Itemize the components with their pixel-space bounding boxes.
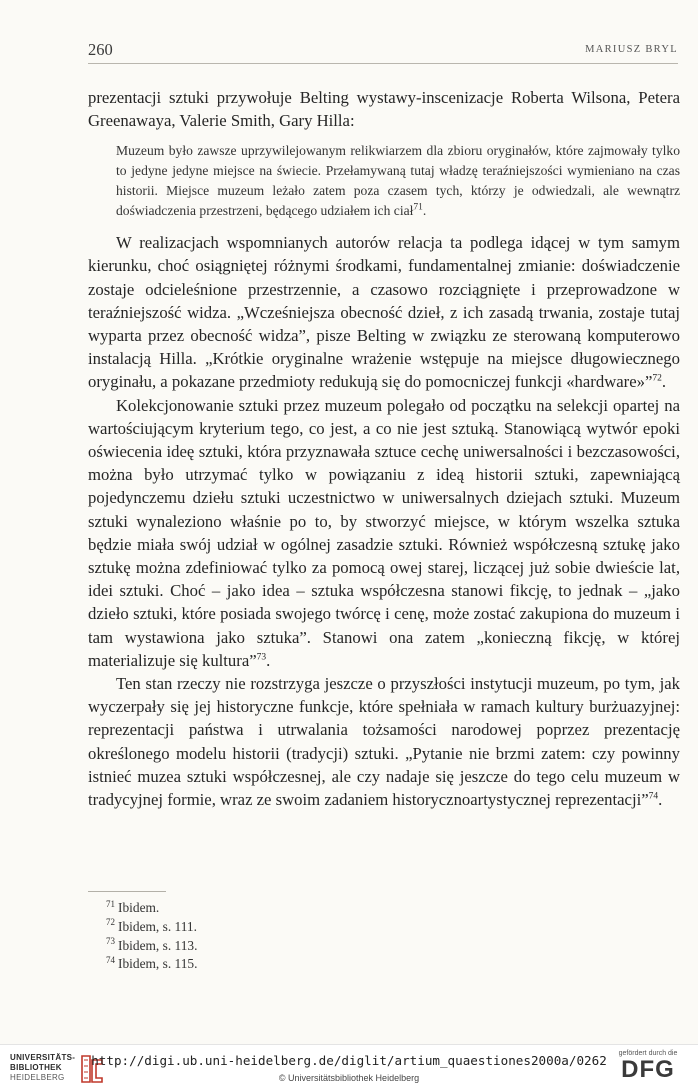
block-quote: Muzeum było zawsze uprzywilejowanym relikwiarzem dla zbioru oryginałów, które zajmowały tylko to jedyne jedyne miejsce na świecie. Przełamywaną tutaj władzę teraźniejszości wymieniano na czas historii. Miejsce muzeum leżało zatem poza czasem tych, którzy je odwiedzali, ale wewnątrz doświadczenia przestrzeni, będącego udziałem ich ciał$^{71}$. (116, 143, 680, 218)
quote-text: Muzeum było zawsze uprzywilejowanym relikwiarzem dla zbioru oryginałów, które zajmowały tylko to jedyne jedyne miejsce na świecie. Przełamywaną tutaj władzę teraźniejszości wymieniano na czas historii. Miejsce muzeum leżało zatem poza czasem tych, którzy je odwiedzali, ale wewnątrz doświadczenia przestrzeni, będącego udziałem ich ciał (116, 143, 680, 218)
paragraph-3-text: Ten stan rzeczy nie rozstrzyga jeszcze o przyszłości instytucji muzeum, po tym, jak wyczerpały się jej historyczne funkcje, które spełniała w ramach kultury burżuazyjnej: reprezentacji państwa i utrwalania tożsamości narodowej poprzez prezentację określonego modelu historii (tradycji) sztuki. „Pytanie nie brzmi zatem: czy powinny istnieć muzea sztuki współczesnej, ale czy nadaje się jeszcze do tego celu muzeum w tradycyjnej formie, wraz ze swoim zadaniem historycznoartystycznej reprezentacji” (88, 674, 680, 810)
footnotes (106, 899, 197, 974)
footnote-ref-71[interactable]: 71 (413, 201, 423, 212)
footnote-ref-72[interactable]: 72 (652, 373, 662, 384)
footnote-74: $^{74}$ Ibidem, s. 115. (106, 954, 198, 972)
permalink-url[interactable]: http://digi.ub.uni-heidelberg.de/diglit/artium_quaestiones2000a/0262 (91, 1053, 607, 1068)
library-logo[interactable]: UNIVERSITÄTS- BIBLIOTHEK HEIDELBERG (10, 1053, 106, 1087)
paragraph-3: Ten stan rzeczy nie rozstrzyga jeszcze o przyszłości instytucji muzeum, po tym, jak wyczerpały się jej historyczne funkcje, które spełniała w ramach kultury burżuazyjnej: reprezentacji państwa i utrwalania tożsamości narodowej poprzez prezentację określonego modelu historii (tradycji) sztuki. „Pytanie nie brzmi zatem: czy powinny istnieć muzea sztuki współczesnej, ale czy nadaje się jeszcze do tego celu muzeum w tradycyjnej formie, wraz ze swoim zadaniem historycznoartystycznej reprezentacji”$^{74}$. (88, 674, 680, 810)
paragraph-1: W realizacjach wspomnianych autorów relacja ta podlega idącej w tym samym kierunku, choć osiągniętej różnymi środkami, fundamentalnej zmianie: doświadczenie zostaje odcieleśnione przestrzennie, a czasowo rozciągnięte i przeprowadzone w teraźniejszość widza. „Wcześniejsza obecność dzieł, z ich zasadą trwania, zostaje tutaj wyparta przez obecność widza”, pisze Belting w związku ze sterowaną komputerowo instalacją Hilla. „Krótkie oryginalne wrażenie wstępuje na miejsce długowiecznego oryginału, a pokazane przedmioty redukują się do pomocniczej funkcji «hardware»”$^{72}$. (88, 233, 680, 392)
paragraph-1-text: W realizacjach wspomnianych autorów relacja ta podlega idącej w tym samym kierunku, choć osiągniętej różnymi środkami, fundamentalnej zmianie: doświadczenie zostaje odcieleśnione przestrzennie, a czasowo rozciągnięte i przeprowadzone w teraźniejszość widza. „Wcześniejsza obecność dzieł, z ich zasadą trwania, zostaje tutaj wyparta przez obecność widza”, pisze Belting w związku ze sterowaną komputerowo instalacją Hilla. „Krótkie oryginalne wrażenie wstępuje na miejsce długowiecznego oryginału, a pokazane przedmioty redukują się do pomocniczej funkcji «hardware»” (88, 233, 680, 392)
dfg-logo: DFG (621, 1056, 675, 1083)
funder-logo[interactable] (612, 1050, 684, 1083)
footnote-72: $^{72}$ Ibidem, s. 111. (106, 917, 197, 934)
body-text (88, 86, 680, 811)
footnote-73: $^{73}$ Ibidem, s. 113. (106, 936, 198, 953)
funder-label: gefördert durch die (618, 1050, 678, 1057)
footnote-ref-73[interactable]: 73 (256, 652, 267, 663)
copyright-notice: © Universitätsbibliothek Heidelberg (278, 1073, 420, 1083)
intro-paragraph: prezentacji sztuki przywołuje Belting wystawy-inscenizacje Roberta Wilsona, Petera Greenawaya, Valerie Smith, Gary Hilla: (88, 88, 680, 131)
footnote-ref-74[interactable]: 74 (648, 791, 659, 802)
running-head-author: MARIUSZ BRYL (585, 44, 678, 55)
footnote-71: $^{71}$ Ibidem. (106, 898, 160, 915)
paragraph-2-text: Kolekcjonowanie sztuki przez muzeum polegało od początku na selekcji opartej na wartościującym kryterium tego, co jest, a co nie jest sztuką. Stanowiącą wytwór epoki oświecenia ideę sztuki, która przyznawała sztuce cechę uniwersalności i bezczasowości, można było utrzymać tylko w powiązaniu z ideą historii sztuki, zapewniającą pojedynczemu dziełu sztuki uczestnictwo w uniwersalnych dziejach sztuki. Muzeum sztuki wynaleziono właśnie po to, by stworzyć miejsce, w którym wszelka sztuka będzie miała swój udział w ogólnej zasadzie sztuki. Również współczesną sztukę jako sztukę można zdefiniować tylko za pomocą owej starej, liczącej już sobie dwieście lat, idei sztuki. Choć – jako idea – sztuka współczesna stanowi fikcję, to jednak – „jako dzieło sztuki, które posiada swojego twórcę i cenę, może zostać zakupiona do muzeum i tam wystawiona jako sztuka”. Stanowi ona zatem „konieczną fikcję, w której materializuje się kultura” (88, 395, 680, 670)
running-head (88, 40, 678, 64)
page-number: 260 (88, 40, 113, 59)
paragraph-2: Kolekcjonowanie sztuki przez muzeum polegało od początku na selekcji opartej na wartościującym kryterium tego, co jest, a co nie jest sztuką. Stanowiącą wytwór epoki oświecenia ideę sztuki, która przyznawała sztuce cechę uniwersalności i bezczasowości, można było utrzymać tylko w powiązaniu z ideą historii sztuki, zapewniającą pojedynczemu dziełu sztuki uczestnictwo w uniwersalnych dziejach sztuki. Muzeum sztuki wynaleziono właśnie po to, by stworzyć miejsce, w którym wszelka sztuka będzie miała swój udział w ogólnej zasadzie sztuki. Również współczesną sztukę jako sztukę można zdefiniować tylko za pomocą owej starej, liczącej już sobie dwieście lat, idei sztuki. Choć – jako idea – sztuka współczesna stanowi fikcję, to jednak – „jako dzieło sztuki, które posiada swojego twórcę i cenę, może zostać zakupiona do muzeum i tam wystawiona jako sztuka”. Stanowi ona zatem „konieczną fikcję, w której materializuje się kultura”$^{73}$. (88, 395, 680, 670)
viewer-footer (0, 1044, 698, 1092)
footnote-separator (88, 891, 166, 892)
